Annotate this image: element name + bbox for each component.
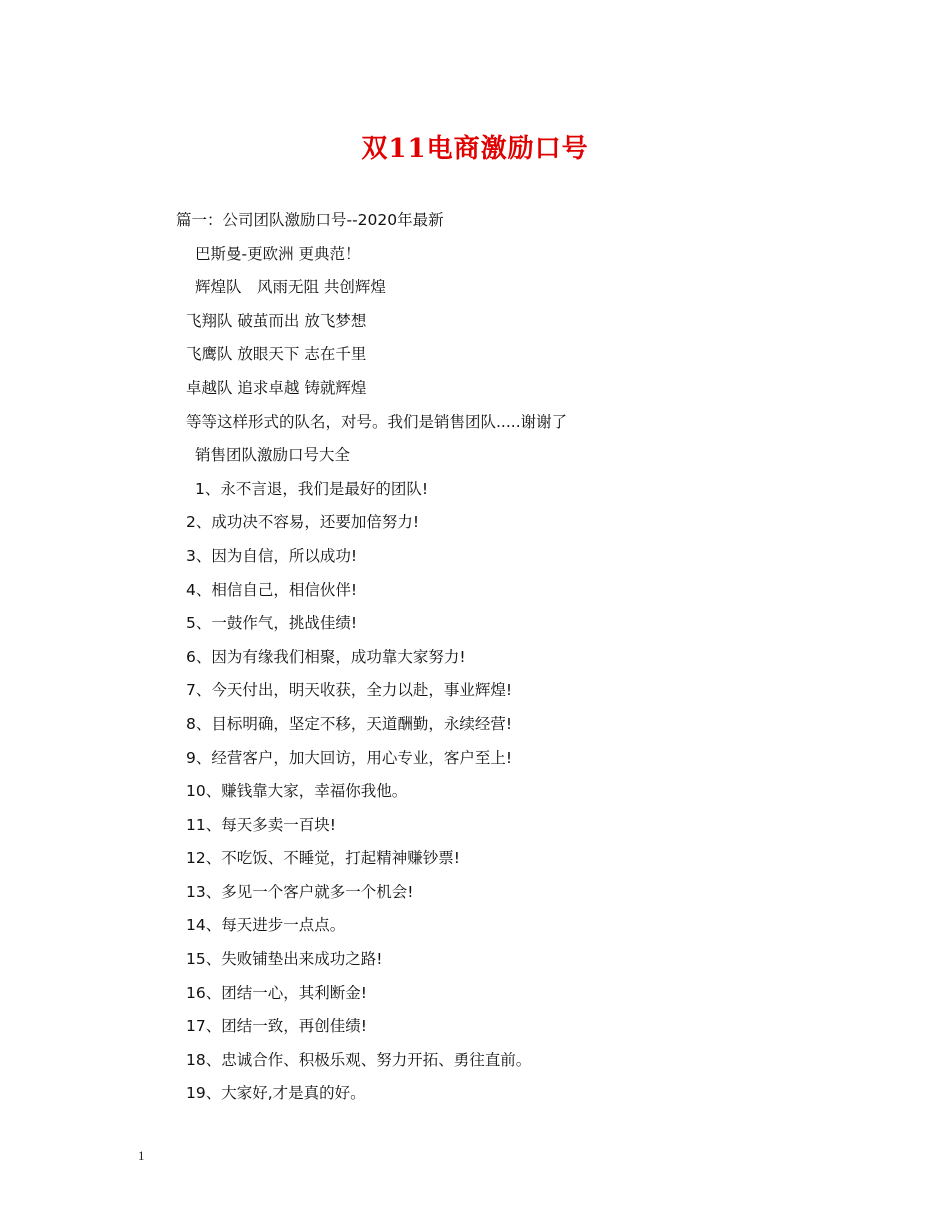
list-item: 15、失败铺垫出来成功之路! xyxy=(186,950,383,969)
document-body xyxy=(0,204,950,1111)
list-item: 19、大家好,才是真的好。 xyxy=(186,1084,366,1103)
list-item: 1、永不言退，我们是最好的团队! xyxy=(195,479,429,498)
list-item: 8、目标明确，坚定不移，天道酬勤，永续经营! xyxy=(186,714,513,733)
document-title: 双11电商激励口号 xyxy=(361,134,589,164)
list-item: 16、团结一心，其利断金! xyxy=(186,983,367,1002)
body-line: 辉煌队 风雨无阻 共创辉煌 xyxy=(195,278,386,297)
body-line: 飞翔队 破茧而出 放飞梦想 xyxy=(186,311,367,330)
list-item: 14、每天进步一点点。 xyxy=(186,916,346,935)
list-item: 10、赚钱靠大家，幸福你我他。 xyxy=(186,782,408,801)
list-item: 7、今天付出，明天收获，全力以赴，事业辉煌! xyxy=(186,681,513,700)
list-item: 11、每天多卖一百块! xyxy=(186,815,336,834)
subsection-heading: 销售团队激励口号大全 xyxy=(195,446,351,465)
body-line: 飞鹰队 放眼天下 志在千里 xyxy=(186,345,367,364)
list-item: 5、一鼓作气，挑战佳绩! xyxy=(186,614,358,633)
list-item: 18、忠诚合作、积极乐观、努力开拓、勇往直前。 xyxy=(186,1050,532,1069)
body-line: 等等这样形式的队名，对号。我们是销售团队.....谢谢了 xyxy=(186,412,568,431)
list-item: 13、多见一个客户就多一个机会! xyxy=(186,882,414,901)
list-item: 4、相信自己，相信伙伴! xyxy=(186,580,358,599)
page-number: 1 xyxy=(138,1148,145,1163)
list-item: 17、团结一致，再创佳绩! xyxy=(186,1017,367,1036)
list-item: 12、不吃饭、不睡觉，打起精神赚钞票! xyxy=(186,849,460,868)
list-item: 6、因为有缘我们相聚，成功靠大家努力! xyxy=(186,647,466,666)
list-item: 2、成功决不容易，还要加倍努力! xyxy=(186,513,420,532)
section-heading: 篇一：公司团队激励口号--2020年最新 xyxy=(176,211,444,229)
list-item: 3、因为自信，所以成功! xyxy=(186,546,358,565)
list-item: 9、经营客户，加大回访，用心专业，客户至上! xyxy=(186,748,513,767)
body-line: 巴斯曼-更欧洲 更典范！ xyxy=(195,244,361,263)
body-line: 卓越队 追求卓越 铸就辉煌 xyxy=(186,378,367,397)
